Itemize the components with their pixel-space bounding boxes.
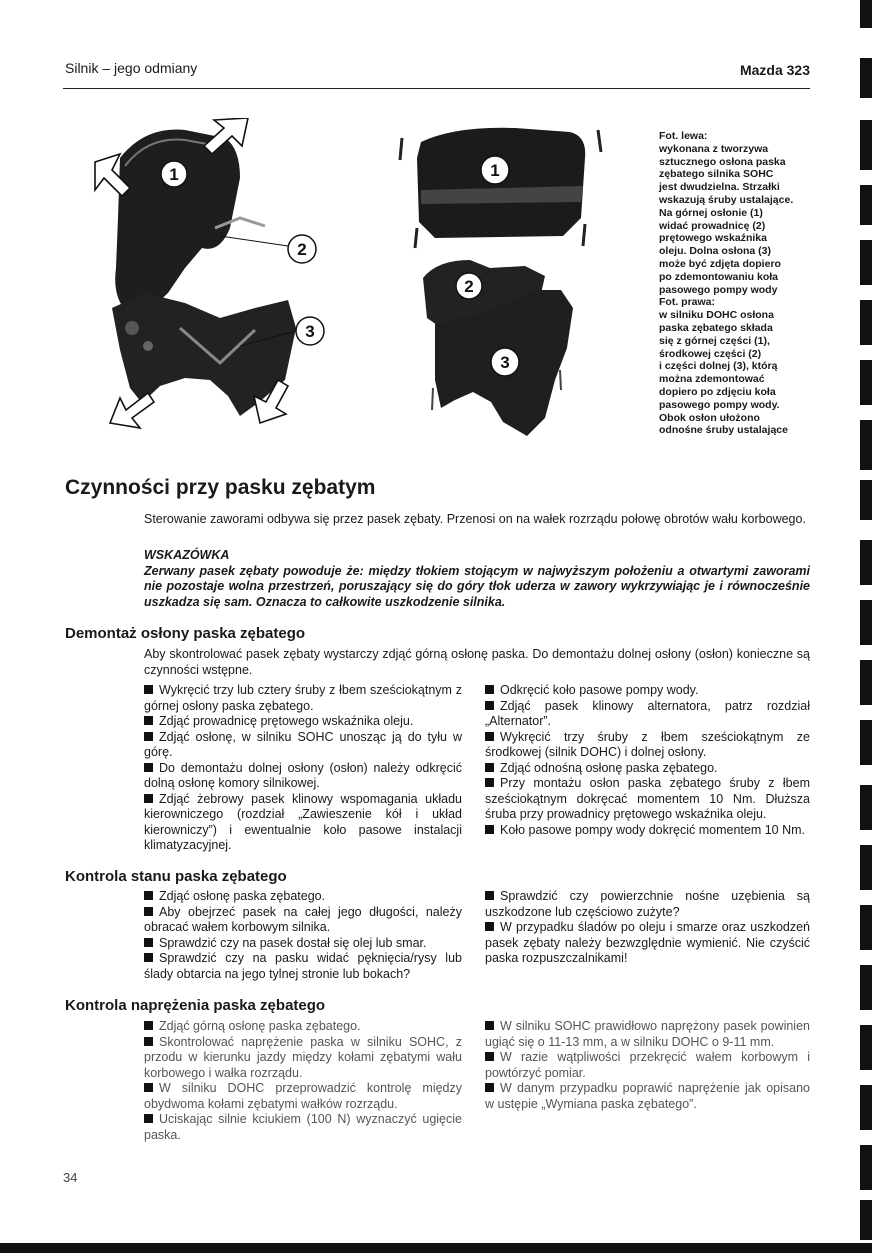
photo-caption	[659, 130, 811, 437]
caption-line: paska zębatego składa	[659, 321, 773, 334]
bullet-square-icon	[144, 716, 153, 725]
scan-edge-mark	[860, 1145, 872, 1190]
callout-1-label: 1	[169, 165, 179, 184]
caption-line: odnośne śruby ustalające	[659, 424, 788, 437]
caption-line: Fot. prawa:	[659, 296, 716, 309]
demontaz-right-column	[485, 683, 810, 838]
heading-demontaz: Demontaż osłony paska zębatego	[65, 625, 306, 642]
list-item: Odkręcić koło pasowe pompy wody.	[485, 683, 810, 699]
callout-2-label: 2	[464, 277, 474, 296]
bullet-square-icon	[144, 891, 153, 900]
scan-edge-mark	[860, 1085, 872, 1130]
caption-line: środkowej części (2)	[659, 347, 762, 360]
callout-2-label: 2	[297, 240, 307, 259]
bullet-square-icon	[144, 1037, 153, 1046]
bullet-square-icon	[485, 778, 494, 787]
bolt	[560, 370, 561, 390]
list-item: Sprawdzić czy na pasek dostał się olej lub smar.	[144, 936, 462, 952]
scan-edge-mark	[860, 965, 872, 1010]
list-item: W danym przypadku poprawić naprężenie jak opisano w ustępie „Wymiana paska zębatego”.	[485, 1081, 810, 1111]
scan-edge-mark	[860, 360, 872, 405]
list-item: Sprawdzić czy na pasku widać pęknięcia/rysy lub ślady obtarcia na jego tylnej stronie lub bokach?	[144, 951, 462, 981]
running-header-section: Silnik – jego odmiany	[65, 60, 198, 76]
kontrola-naprezenia-left-column	[144, 1019, 462, 1143]
bolt	[583, 224, 585, 246]
bullet-square-icon	[485, 732, 494, 741]
bolt	[432, 388, 433, 410]
heading-kontrola-stanu: Kontrola stanu paska zębatego	[65, 868, 287, 885]
caption-line: Obok osłon ułożono	[659, 411, 760, 424]
section-intro: Sterowanie zaworami odbywa się przez pasek zębaty. Przenosi on na wałek rozrządu połowę obrotów wału korbowego.	[144, 512, 806, 526]
caption-line: się z górnej części (1),	[659, 334, 770, 347]
list-item: Sprawdzić czy powierzchnie nośne uzębienia są uszkodzone lub częściowo zużyte?	[485, 889, 810, 919]
scan-edge-mark	[860, 120, 872, 170]
scan-bottom-bar	[0, 1243, 872, 1253]
list-item: Koło pasowe pompy wody dokręcić momentem 10 Nm.	[485, 823, 810, 839]
caption-line: i części dolnej (3), którą	[659, 360, 778, 373]
scan-edge-mark	[860, 58, 872, 98]
list-item: Zdjąć pasek klinowy alternatora, patrz rozdział „Alternator”.	[485, 698, 810, 728]
scan-edge-mark	[860, 420, 872, 470]
callout-3-label: 3	[500, 353, 510, 372]
scan-edge-mark	[860, 905, 872, 950]
list-item: Wykręcić trzy śruby z łbem sześciokątnym ze środkowej (silnik DOHC) i dolnej osłony.	[485, 729, 810, 759]
list-item: W razie wątpliwości przekręcić wałem korbowym i powtórzyć pomiar.	[485, 1050, 810, 1080]
bullet-square-icon	[144, 732, 153, 741]
list-item: Aby obejrzeć pasek na całej jego długości, należy obracać wałem korbowym silnika.	[144, 904, 462, 934]
page-number: 34	[63, 1170, 78, 1185]
list-item: W silniku DOHC przeprowadzić kontrolę między obydwoma kołami zębatymi wałków rozrządu.	[144, 1081, 462, 1111]
caption-line: Fot. lewa:	[659, 130, 708, 142]
bullet-square-icon	[144, 938, 153, 947]
heading-kontrola-naprezenia: Kontrola naprężenia paska zębatego	[65, 997, 326, 1014]
bullet-square-icon	[144, 1114, 153, 1123]
caption-line: sztucznego osłona paska	[659, 155, 786, 168]
list-item: Przy montażu osłon paska zębatego śruby z łbem sześciokątnym dokręcać momentem 10 Nm. Dłuższa śruba przy prowadnicy prętowego wskaźnika oleju.	[485, 776, 810, 821]
header-rule	[63, 88, 810, 89]
list-item: Zdjąć żebrowy pasek klinowy wspomagania układu kierowniczego (rozdział „Zawieszenie kół i układ kierowniczy”) i ewentualnie koło pasowe instalacji klimatyzacyjnej.	[144, 791, 462, 852]
list-item: Zdjąć górną osłonę paska zębatego.	[144, 1019, 462, 1035]
caption-line: po zdemontowaniu koła	[659, 270, 779, 283]
bolt	[143, 341, 153, 351]
list-item: Zdjąć prowadnicę prętowego wskaźnika oleju.	[144, 714, 462, 730]
kontrola-stanu-right-column	[485, 889, 810, 967]
caption-line: pasowego pompy wody.	[659, 398, 780, 411]
scan-edge-mark	[860, 845, 872, 890]
kontrola-stanu-left-column	[144, 889, 462, 982]
photo-dohc-belt-covers	[395, 118, 615, 448]
note-heading: WSKAZÓWKA	[144, 548, 230, 562]
caption-line: dopiero po zdjęciu koła	[659, 385, 776, 398]
list-item: Do demontażu dolnej osłony (osłon) należy odkręcić dolną osłonę komory silnikowej.	[144, 760, 462, 790]
callout-3-label: 3	[305, 322, 315, 341]
running-header-model: Mazda 323	[739, 62, 810, 78]
bullet-square-icon	[485, 1021, 494, 1030]
bullet-square-icon	[144, 907, 153, 916]
list-item: Zdjąć osłonę, w silniku SOHC unosząc ją do tyłu w górę.	[144, 729, 462, 759]
bolt	[415, 228, 417, 248]
bolt	[400, 138, 402, 160]
caption-line: oleju. Dolna osłona (3)	[659, 245, 772, 258]
bullet-square-icon	[485, 922, 494, 931]
list-item: Skontrolować naprężenie paska w silniku SOHC, z przodu w kierunku jazdy między kołami zębatymi wału korbowego i wałka rozrządu.	[144, 1034, 462, 1080]
list-item: W silniku SOHC prawidłowo naprężony pasek powinien ugiąć się o 11-13 mm, a w silniku DOHC o 9-11 mm.	[485, 1019, 810, 1049]
bullet-square-icon	[144, 685, 153, 694]
bullet-square-icon	[144, 763, 153, 772]
caption-line: zębatego silnika SOHC	[659, 168, 774, 181]
photo-sohc-belt-cover	[90, 118, 360, 438]
bullet-square-icon	[144, 953, 153, 962]
caption-line: może być zdjęta dopiero	[659, 257, 781, 270]
list-item: Zdjąć odnośną osłonę paska zębatego.	[485, 761, 810, 777]
scan-edge-mark	[860, 1025, 872, 1070]
caption-line: widać prowadnicę (2)	[659, 219, 766, 232]
caption-line: wskazują śruby ustalające.	[659, 193, 794, 206]
list-item: Uciskając silnie kciukiem (100 N) wyznaczyć ugięcie paska.	[144, 1112, 462, 1142]
scan-edge-mark	[860, 785, 872, 830]
scan-edge-mark	[860, 240, 872, 285]
scan-edge-mark	[860, 185, 872, 225]
demontaz-left-column	[144, 683, 462, 854]
bullet-square-icon	[144, 794, 153, 803]
list-item: Wykręcić trzy lub cztery śruby z łbem sześciokątnym z górnej osłony paska zębatego.	[144, 683, 462, 713]
list-item: W przypadku śladów po oleju i smarze oraz uszkodzeń pasek zębaty należy bezwzględnie wymienić. Nie czyścić paska rozpuszczalnikami!	[485, 920, 810, 965]
kontrola-naprezenia-right-column	[485, 1019, 810, 1112]
scan-edge-mark	[860, 480, 872, 520]
bullet-square-icon	[485, 763, 494, 772]
callout-leader	[220, 236, 288, 246]
bolt	[598, 130, 601, 152]
bullet-square-icon	[485, 1052, 494, 1061]
bullet-square-icon	[485, 825, 494, 834]
scan-edge-mark	[860, 720, 872, 765]
scan-edge-mark	[860, 660, 872, 705]
caption-line: można zdemontować	[659, 373, 765, 386]
arrow-icon	[110, 393, 154, 428]
bullet-square-icon	[485, 685, 494, 694]
caption-line: wykonana z tworzywa	[659, 142, 769, 155]
caption-line: jest dwudzielna. Strzałki	[659, 181, 780, 194]
bullet-square-icon	[485, 891, 494, 900]
bolt	[125, 321, 139, 335]
warning-note	[144, 548, 810, 610]
scan-edge-mark	[860, 1200, 872, 1240]
scan-edge-mark	[860, 300, 872, 345]
note-body: Zerwany pasek zębaty powoduje że: między tłokiem stojącym w najwyższym położeniu a otwartymi zaworami nie pozostaje wolna przestrzeń, poruszający się do góry tłok uderza w zawory wykrzywiając je i równocześnie uszkadza się sam. Oznacza to całkowite uszkodzenie silnika.	[144, 563, 810, 609]
caption-line: Na górnej osłonie (1)	[659, 206, 763, 219]
list-item: Zdjąć osłonę paska zębatego.	[144, 889, 462, 905]
caption-line: prętowego wskaźnika	[659, 232, 767, 245]
scan-edge-mark	[860, 540, 872, 585]
caption-line: w silniku DOHC osłona	[659, 309, 774, 322]
callout-1-label: 1	[490, 161, 500, 180]
bullet-square-icon	[144, 1083, 153, 1092]
bullet-square-icon	[144, 1021, 153, 1030]
demontaz-intro: Aby skontrolować pasek zębaty wystarczy zdjąć górną osłonę paska. Do demontażu dolnej osłony (osłon) konieczne są czynności wstępne.	[144, 647, 810, 677]
bullet-square-icon	[485, 1083, 494, 1092]
bullet-square-icon	[485, 701, 494, 710]
scan-edge-mark	[860, 0, 872, 28]
scan-edge-mark	[860, 600, 872, 645]
section-title: Czynności przy pasku zębatym	[65, 476, 376, 499]
caption-line: pasowego pompy wody	[659, 283, 778, 296]
